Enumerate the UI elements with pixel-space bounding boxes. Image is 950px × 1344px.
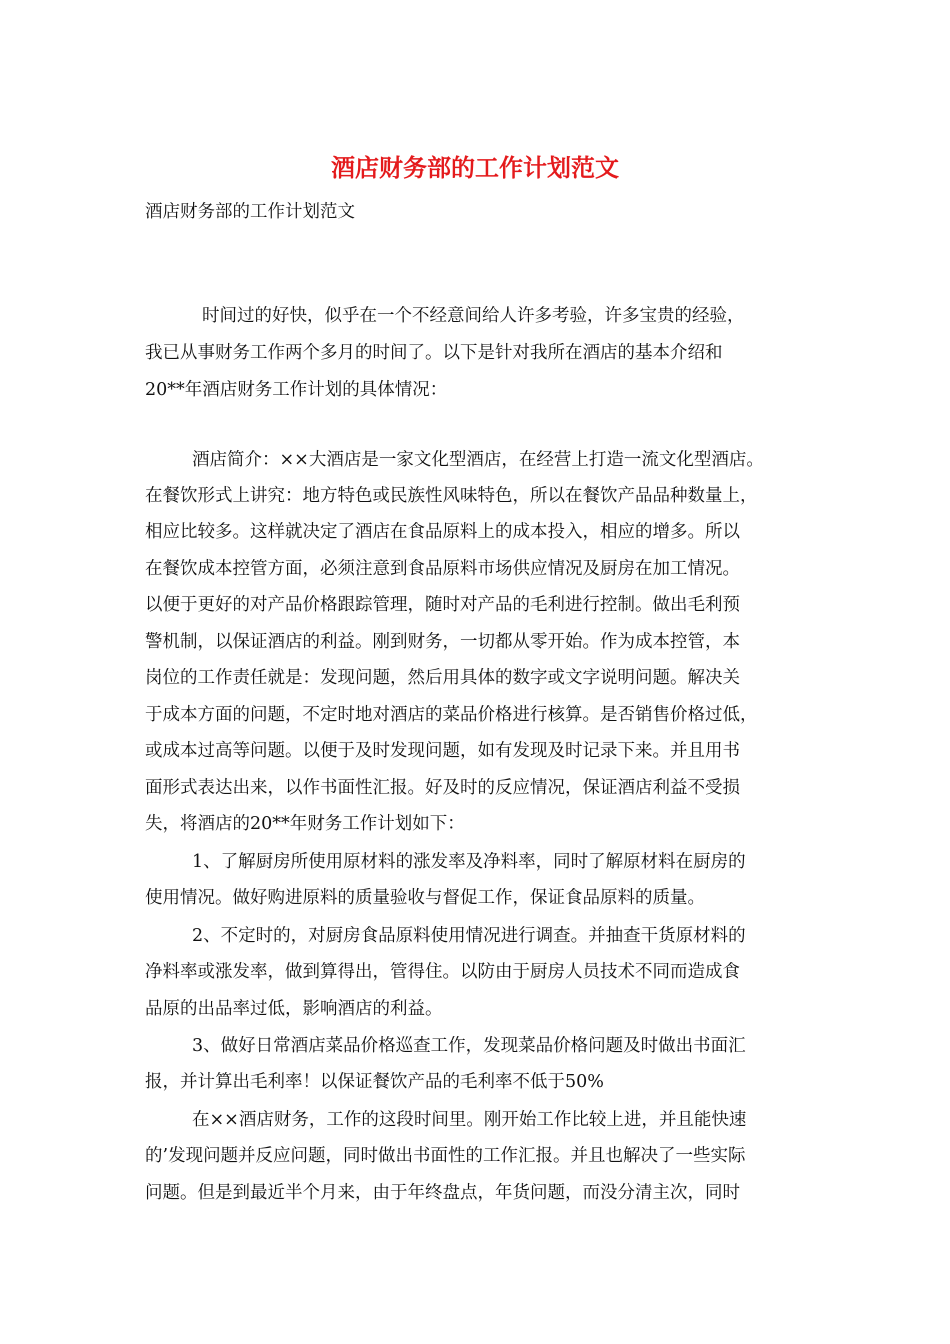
document-subtitle: 酒店财务部的工作计划范文 [145,202,355,222]
paragraph-line: 品原的出品率过低，影响酒店的利益。 [145,999,443,1019]
paragraph-line: 3、做好日常酒店菜品价格巡查工作，发现菜品价格问题及时做出书面汇 [192,1036,746,1056]
paragraph-line: 在餐饮形式上讲究：地方特色或民族性风味特色，所以在餐饮产品品种数量上， [145,486,758,506]
paragraph-line: 1、了解厨房所使用原材料的涨发率及净料率，同时了解原材料在厨房的 [192,852,746,872]
paragraph-line: 以便于更好的对产品价格跟踪管理，随时对产品的毛利进行控制。做出毛利预 [145,595,740,615]
paragraph-line: 相应比较多。这样就决定了酒店在食品原料上的成本投入，相应的增多。所以 [145,522,740,542]
paragraph-line: 的’发现问题并反应问题，同时做出书面性的工作汇报。并且也解决了一些实际 [145,1146,746,1166]
paragraph-line: 在餐饮成本控管方面，必须注意到食品原料市场供应情况及厨房在加工情况。 [145,559,740,579]
paragraph-line: 面形式表达出来，以作书面性汇报。好及时的反应情况，保证酒店利益不受损 [145,778,740,798]
paragraph-line: 使用情况。做好购进原料的质量验收与督促工作，保证食品原料的质量。 [145,888,705,908]
paragraph-line: 于成本方面的问题，不定时地对酒店的菜品价格进行核算。是否销售价格过低， [145,705,758,725]
paragraph-line: 酒店简介：××大酒店是一家文化型酒店，在经营上打造一流文化型酒店。 [192,450,764,470]
paragraph-line: 岗位的工作责任就是：发现问题，然后用具体的数字或文字说明问题。解决关 [145,668,740,688]
paragraph-line: 2、不定时的，对厨房食品原料使用情况进行调查。并抽查干货原材料的 [192,926,746,946]
paragraph-line: 问题。但是到最近半个月来，由于年终盘点，年货问题，而没分清主次，同时 [145,1183,740,1203]
document-title: 酒店财务部的工作计划范文 [331,153,619,182]
paragraph-line: 时间过的好快，似乎在一个不经意间给人许多考验，许多宝贵的经验， [202,306,745,326]
paragraph-line: 失，将酒店的20**年财务工作计划如下： [145,814,465,834]
paragraph-line: 警机制，以保证酒店的利益。刚到财务，一切都从零开始。作为成本控管，本 [145,632,740,652]
paragraph-line: 20**年酒店财务工作计划的具体情况： [145,380,448,400]
paragraph-line: 我已从事财务工作两个多月的时间了。以下是针对我所在酒店的基本介绍和 [145,343,723,363]
paragraph-line: 或成本过高等问题。以便于及时发现问题，如有发现及时记录下来。并且用书 [145,741,740,761]
paragraph-line: 报，并计算出毛利率！以保证餐饮产品的毛利率不低于50% [145,1072,604,1092]
paragraph-line: 净料率或涨发率，做到算得出，管得住。以防由于厨房人员技术不同而造成食 [145,962,740,982]
paragraph-line: 在××酒店财务，工作的这段时间里。刚开始工作比较上进，并且能快速 [192,1110,747,1130]
